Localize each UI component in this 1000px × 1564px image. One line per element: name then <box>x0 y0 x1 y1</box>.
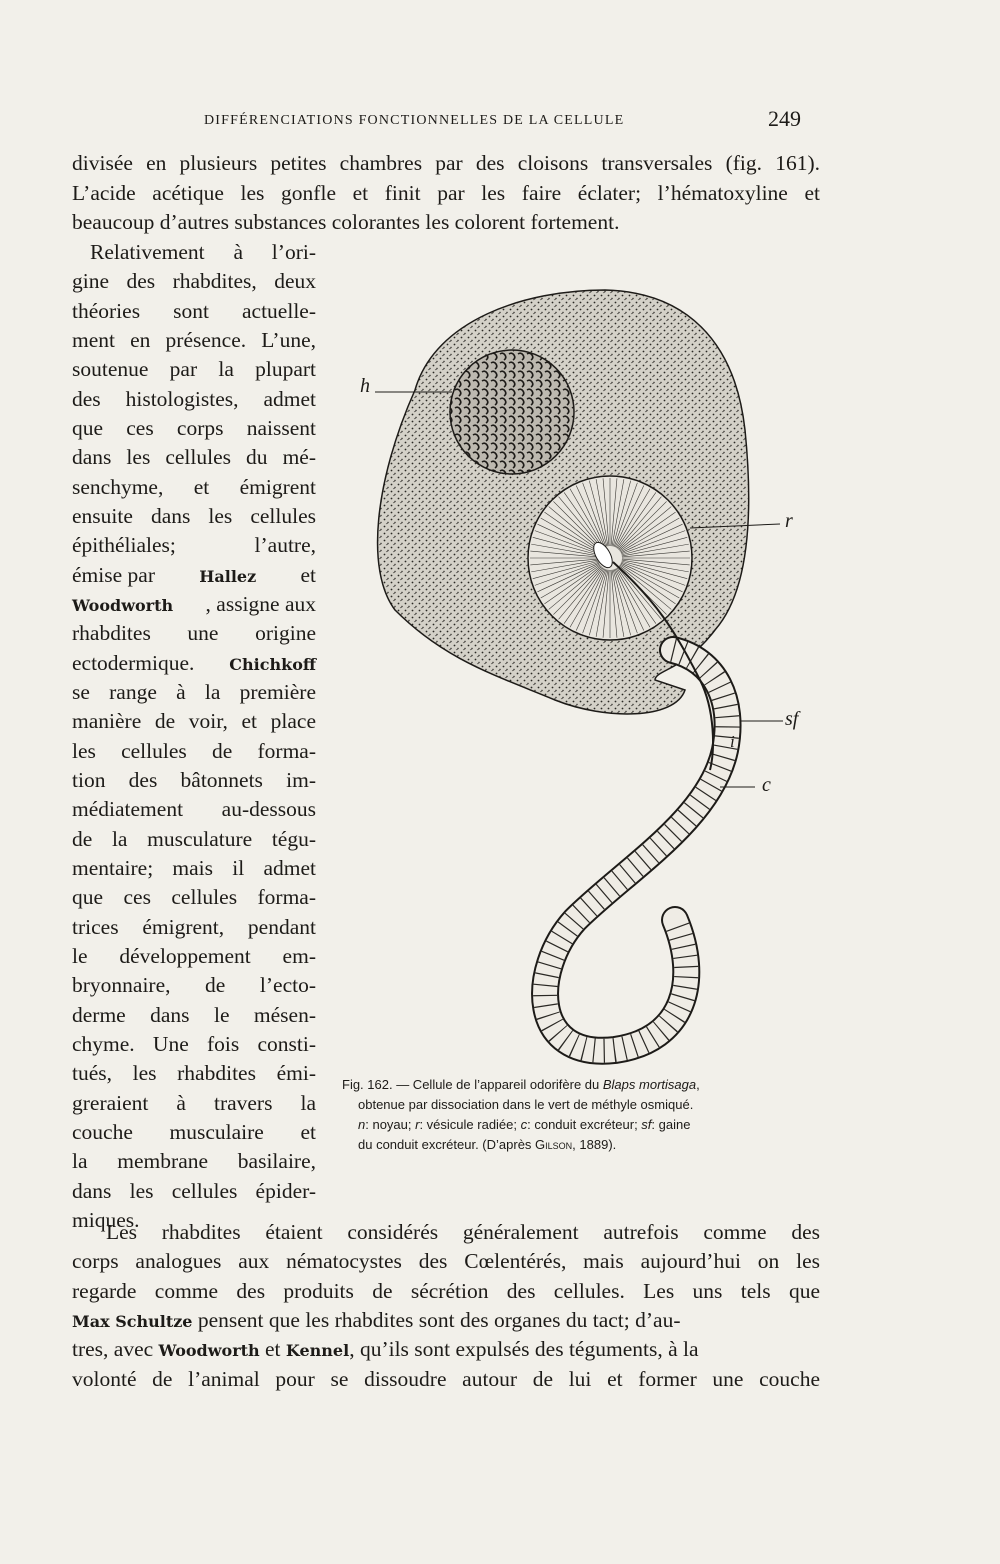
label-sf: sf <box>785 708 799 730</box>
body-line: se range à la première <box>72 680 316 704</box>
text-run: ectodermique. <box>72 651 195 675</box>
body-line: chyme. Une fois consti- <box>72 1032 316 1056</box>
caption-key: r <box>415 1117 420 1132</box>
body-line <box>72 560 316 592</box>
body-line: greraient à travers la <box>72 1091 316 1115</box>
body-line <box>72 1334 820 1366</box>
body-line: théories sont actuelle- <box>72 299 316 323</box>
caption-text: , <box>696 1077 700 1092</box>
caption-text: du conduit excréteur. (D’après <box>358 1137 536 1152</box>
running-head: DIFFÉRENCIATIONS FONCTIONNELLES DE LA CELLULE <box>204 113 625 128</box>
body-line: derme dans le mésen- <box>72 1003 316 1027</box>
caption-key: c <box>520 1117 528 1132</box>
radiate-vesicle <box>528 476 692 640</box>
caption-text: : vésicule radiée; <box>419 1117 521 1132</box>
caption-author: Gilson <box>535 1137 573 1152</box>
body-line: miques. <box>72 1208 140 1232</box>
body-line: beaucoup d’autres substances colorantes les colorent fortement. <box>72 210 620 234</box>
body-line <box>72 1305 820 1337</box>
body-line: épithéliales; l’autre, <box>72 533 316 557</box>
body-line: bryonnaire, de l’ecto- <box>72 973 316 997</box>
body-line: de la musculature tégu- <box>72 827 316 851</box>
body-line: le développement em- <box>72 944 316 968</box>
body-line: ensuite dans les cellules <box>72 504 316 528</box>
body-line: rhabdites une origine <box>72 621 316 645</box>
body-line: médiatement au-dessous <box>72 797 316 821</box>
body-line: regarde comme des produits de sécrétion des cellules. Les uns tels que <box>72 1279 820 1303</box>
body-line: corps analogues aux nématocystes des Cœlentérés, mais aujourd’hui on les <box>72 1249 820 1273</box>
text-run: pensent que les rhabdites sont des organes du tact; d’au- <box>192 1308 681 1332</box>
body-line: trices émigrent, pendant <box>72 915 316 939</box>
page-number: 249 <box>768 106 801 131</box>
caption-text: : conduit excréteur; <box>527 1117 642 1132</box>
author-name-chichkoff: Chichkoff <box>229 655 316 674</box>
body-line: volonté de l’animal pour se dissoudre autour de lui et former une couche <box>72 1367 820 1391</box>
species-name: Blaps mortisaga <box>602 1077 697 1092</box>
body-line: que ces corps naissent <box>72 416 316 440</box>
caption-key: sf <box>641 1117 652 1132</box>
body-line: dans les cellules épider- <box>72 1179 316 1203</box>
label-h: h <box>360 375 370 397</box>
author-name-hallez: Hallez <box>199 567 257 586</box>
body-line: couche musculaire et <box>72 1120 316 1144</box>
body-line: tion des bâtonnets im- <box>72 768 316 792</box>
body-line: ment en présence. L’une, <box>72 328 316 352</box>
body-line: que ces cellules forma- <box>72 885 316 909</box>
body-line: Relativement à l’ori- <box>90 240 316 264</box>
author-name-max-schultze: Max Schultze <box>72 1312 193 1331</box>
caption-text: Fig. 162. — Cellule de l’appareil odorifère du <box>342 1077 603 1092</box>
body-line: tués, les rhabdites émi- <box>72 1061 316 1085</box>
body-line: L’acide acétique les gonfle et finit par les faire éclater; l’hématoxyline et <box>72 181 820 205</box>
body-line: divisée en plusieurs petites chambres par des cloisons transversales (fig. 161). <box>72 151 820 175</box>
body-line <box>72 648 316 680</box>
body-line: manière de voir, et place <box>72 709 316 733</box>
label-r: r <box>785 510 793 532</box>
body-line: la membrane basilaire, <box>72 1149 316 1173</box>
author-name-woodworth: Woodworth <box>72 596 174 615</box>
caption-text: : gaine <box>651 1117 691 1132</box>
label-i: i <box>730 732 735 751</box>
body-line: Les rhabdites étaient considérés généralement autrefois comme des <box>106 1220 820 1244</box>
text-run: et <box>259 1337 286 1361</box>
body-line <box>72 589 316 621</box>
body-line: mentaire; mais il admet <box>72 856 316 880</box>
body-line: senchyme, et émigrent <box>72 475 316 499</box>
body-line: soutenue par la plupart <box>72 357 316 381</box>
caption-key: n <box>358 1117 366 1132</box>
figure-162 <box>355 280 815 1070</box>
text-run: tres, avec <box>72 1337 159 1361</box>
author-name-woodworth: Woodworth <box>158 1341 260 1360</box>
body-line: dans les cellules du mé- <box>72 445 316 469</box>
label-c: c <box>762 774 771 796</box>
body-line: gine des rhabdites, deux <box>72 269 316 293</box>
caption-text: : noyau; <box>365 1117 416 1132</box>
nucleus <box>450 350 574 474</box>
text-run: , qu’ils sont expulsés des téguments, à la <box>349 1337 699 1361</box>
caption-text: , 1889). <box>572 1137 617 1152</box>
figure-caption <box>342 1075 818 1155</box>
text-run: et <box>300 563 316 587</box>
author-name-kennel: Kennel <box>285 1341 350 1360</box>
cell-illustration <box>355 280 815 1070</box>
text-run: émise par <box>72 563 155 587</box>
caption-line: obtenue par dissociation dans le vert de méthyle osmiqué. <box>358 1097 694 1112</box>
text-run: , assigne aux <box>205 592 316 616</box>
body-line: les cellules de forma- <box>72 739 316 763</box>
body-line: des histologistes, admet <box>72 387 316 411</box>
